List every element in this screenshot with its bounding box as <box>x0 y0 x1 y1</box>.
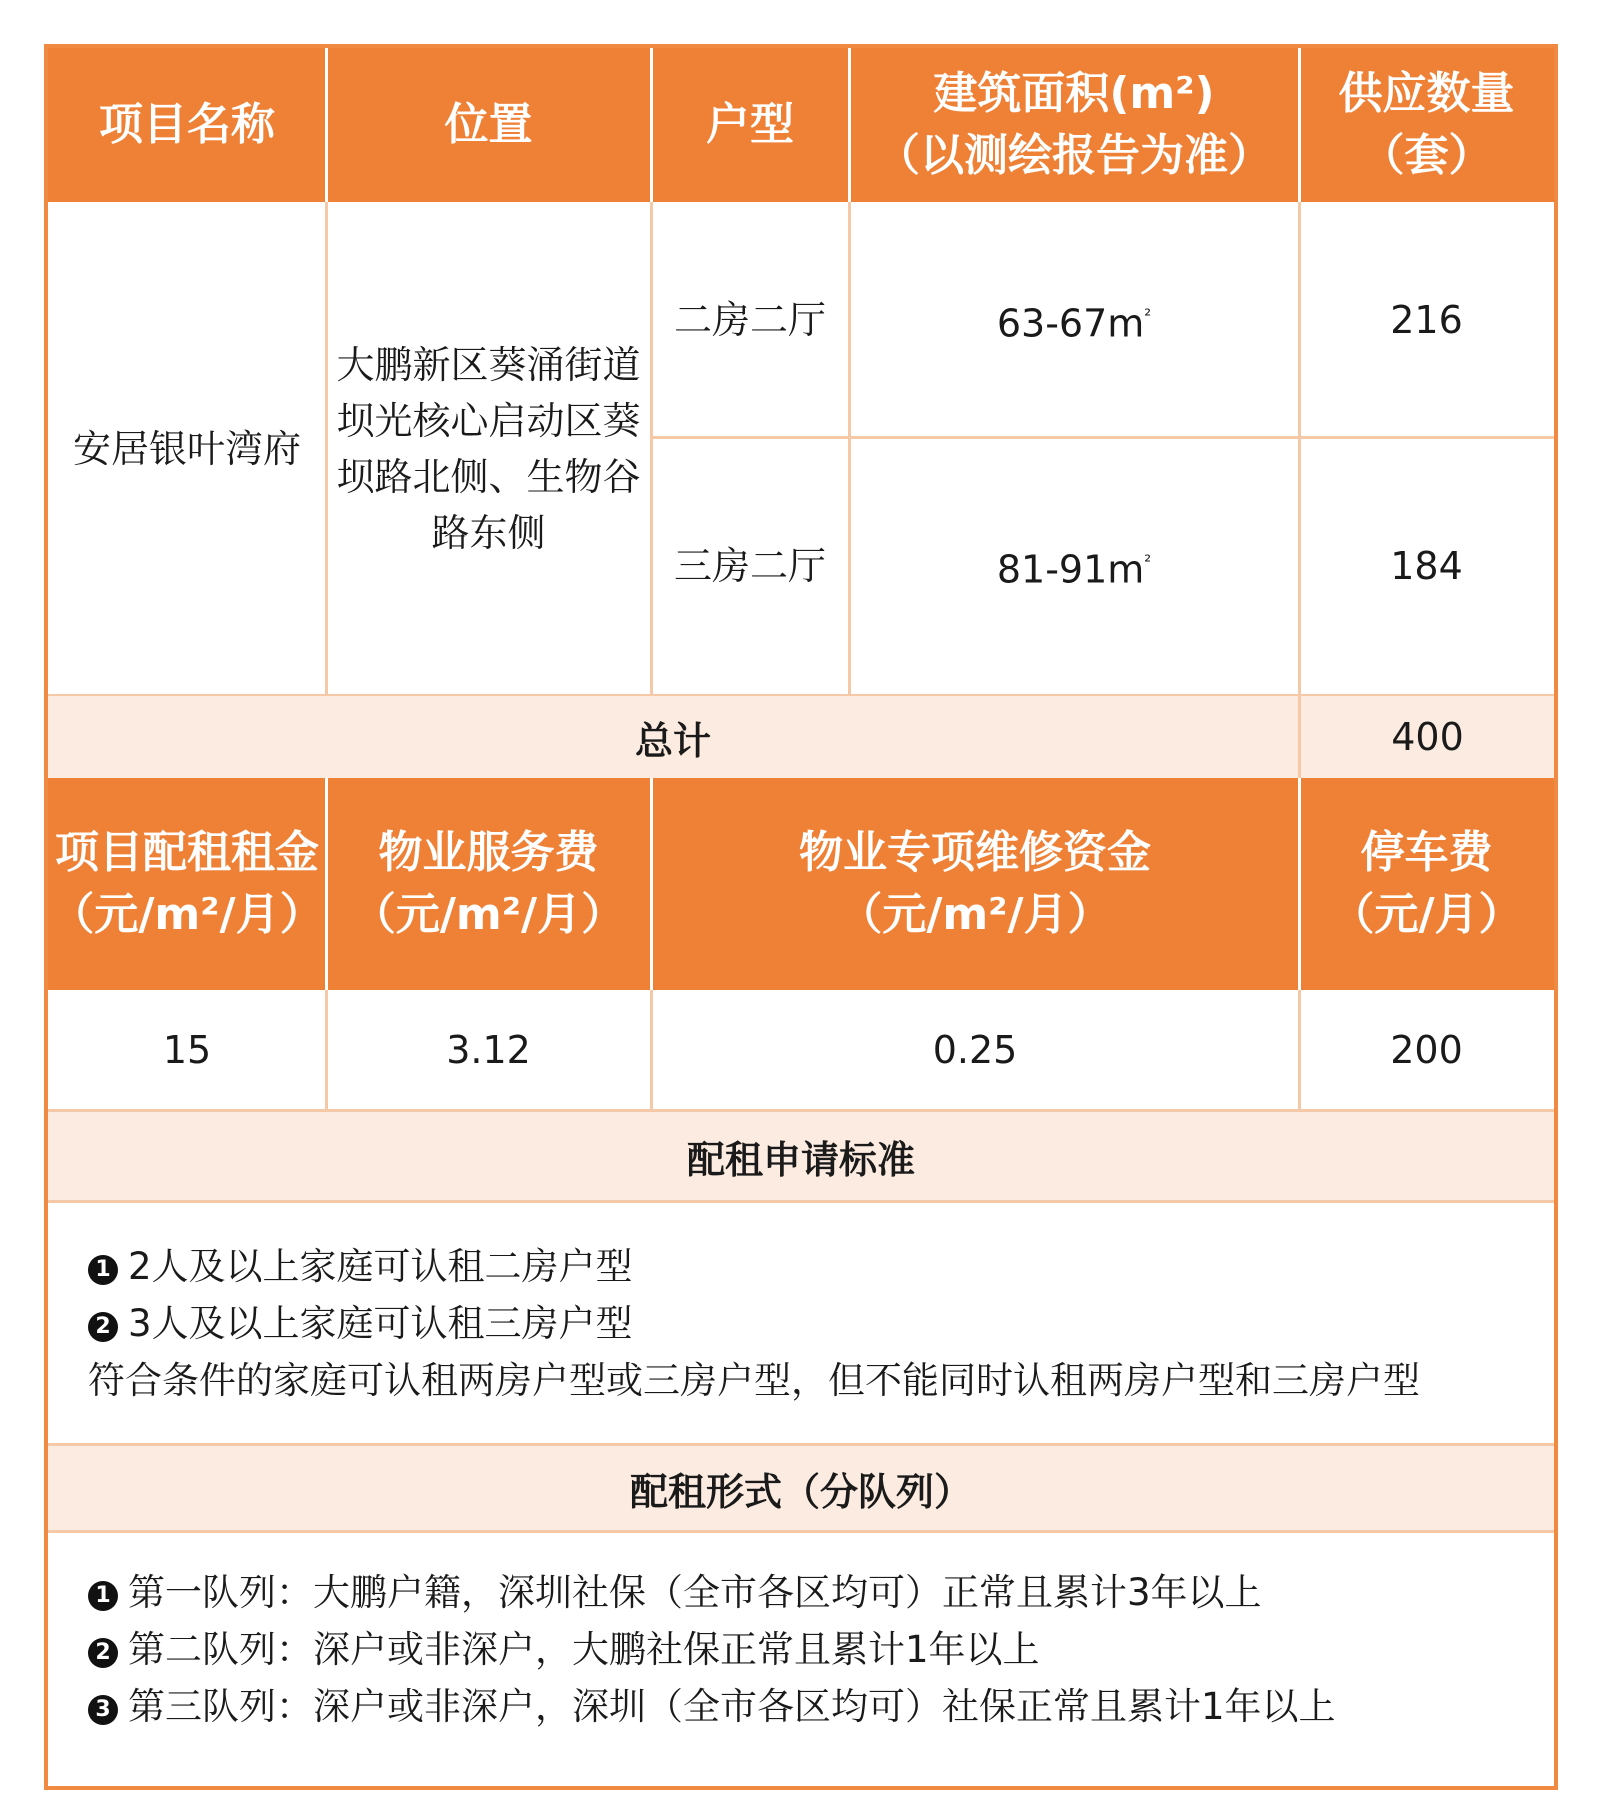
area-cell: $63-67m^{^2}$ <box>996 301 1152 346</box>
project-name-cell: 安居银叶湾府 <box>72 426 301 471</box>
quantity-cell: 184 <box>1390 544 1463 588</box>
queues-title: 配租形式（分队列） <box>48 1446 1554 1530</box>
parking-fee-value: 200 <box>1390 1028 1463 1072</box>
queue-item: 2 第二队列：深户或非深户，大鹏社保正常且累计1年以上 <box>88 1621 1336 1678</box>
rent-value: 15 <box>162 1028 212 1072</box>
number-3-icon: 3 <box>88 1695 118 1725</box>
criteria-item: 2 3人及以上家庭可认租三房户型 <box>88 1295 1420 1352</box>
area-cell: $81-91m^{^2}$ <box>996 547 1152 592</box>
header-parking-fee: 停车费 （元/月） <box>1299 778 1554 990</box>
header-supply-quantity: 供应数量 （套） <box>1299 48 1554 202</box>
number-1-icon: 1 <box>88 1581 118 1611</box>
number-2-icon: 2 <box>88 1312 118 1342</box>
service-fee-value: 3.12 <box>446 1028 531 1072</box>
housing-info-sheet <box>44 44 1558 1790</box>
queue-item: 1 第一队列：大鹏户籍，深圳社保（全市各区均可）正常且累计3年以上 <box>88 1564 1336 1621</box>
total-value: 400 <box>1301 696 1554 778</box>
header-rent: 项目配租租金 （元/m²/月） <box>48 778 326 990</box>
unit-type-cell: 二房二厅 <box>673 297 826 342</box>
unit-type-cell: 三房二厅 <box>673 544 826 588</box>
criteria-item: 1 2人及以上家庭可认租二房户型 <box>88 1238 1420 1295</box>
header-maintenance-fund: 物业专项维修资金 （元/m²/月） <box>651 778 1299 990</box>
criteria-title: 配租申请标准 <box>48 1112 1554 1200</box>
number-2-icon: 2 <box>88 1638 118 1668</box>
location-cell: 大鹏新区葵涌街道坝光核心启动区葵坝路北侧、生物谷路东侧 <box>336 342 641 555</box>
criteria-note: 符合条件的家庭可认租两房户型或三房户型，但不能同时认租两房户型和三房户型 <box>88 1359 1420 1402</box>
criteria-list <box>88 1238 1420 1409</box>
queue-item: 3 第三队列：深户或非深户，深圳（全市各区均可）社保正常且累计1年以上 <box>88 1678 1336 1735</box>
header-location: 位置 <box>326 48 651 202</box>
number-1-icon: 1 <box>88 1255 118 1285</box>
header-unit-type: 户型 <box>651 48 849 202</box>
header-floor-area: 建筑面积(m²) （以测绘报告为准） <box>849 48 1299 202</box>
header-property-service-fee: 物业服务费 （元/m²/月） <box>326 778 651 990</box>
quantity-cell: 216 <box>1390 297 1463 342</box>
maintenance-fund-value: 0.25 <box>932 1028 1018 1072</box>
total-label: 总计 <box>48 696 1298 778</box>
queues-list <box>88 1564 1336 1735</box>
header-project-name: 项目名称 <box>48 48 326 202</box>
